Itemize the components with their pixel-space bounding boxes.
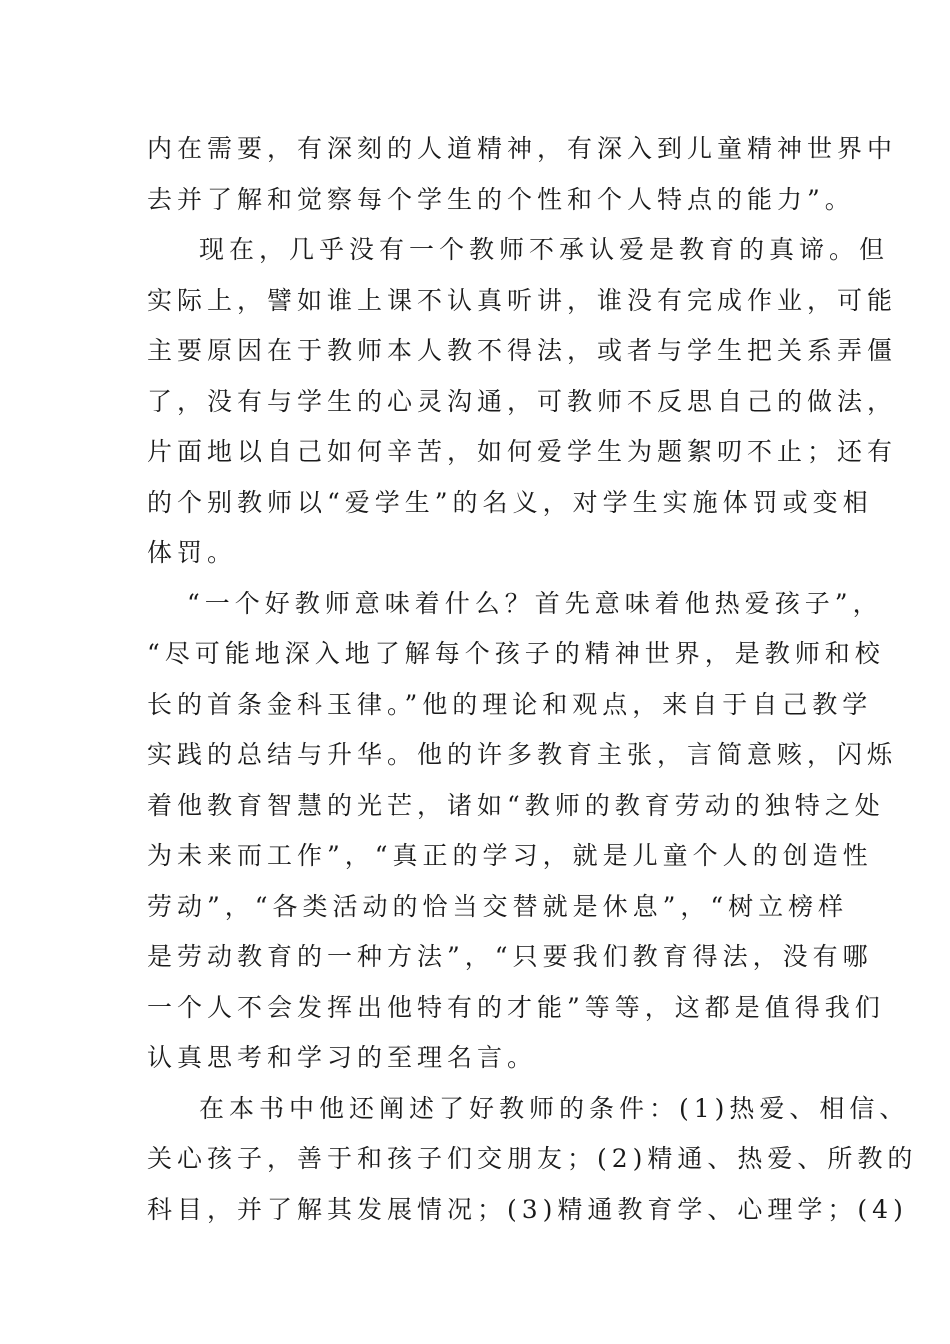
text-line: 的个别教师以“爱学生”的名义，对学生实施体罚或变相 — [147, 487, 873, 517]
text-line: “尽可能地深入地了解每个孩子的精神世界，是教师和校 — [147, 639, 885, 668]
text-line: 主要原因在于教师本人教不得法，或者与学生把关系弄僵 — [147, 336, 898, 365]
text-line: 内在需要，有深刻的人道精神，有深入到儿童精神世界中 — [147, 134, 898, 163]
paragraph-start-line: 现在，几乎没有一个教师不承认爱是教育的真谛。但 — [199, 235, 890, 264]
text-line: 是劳动教育的一种方法”，“只要我们教育得法，没有哪 — [147, 942, 873, 971]
text-line: 关心孩子，善于和孩子们交朋友；(2)精通、热爱、所教的 — [147, 1144, 918, 1173]
text-line: 着他教育智慧的光芒，诸如“教师的教育劳动的独特之处 — [147, 790, 885, 820]
paragraph-start-line: “一个好教师意味着什么？首先意味着他热爱孩子”， — [187, 588, 883, 618]
text-line: 片面地以自己如何辛苦，如何爱学生为题絮叨不止；还有 — [147, 437, 898, 466]
text-line: 实践的总结与升华。他的许多教育主张，言简意赅，闪烁 — [147, 740, 898, 769]
body-text — [147, 124, 918, 1235]
text-line: 科目，并了解其发展情况；(3)精通教育学、心理学；(4) — [147, 1194, 908, 1224]
text-line: 实际上，譬如谁上课不认真听讲，谁没有完成作业，可能 — [147, 285, 898, 315]
text-line: 去并了解和觉察每个学生的个性和个人特点的能力”。 — [147, 184, 855, 214]
text-line: 体罚。 — [147, 538, 238, 567]
text-line: 长的首条金科玉律。”他的理论和观点，来自于自己教学 — [147, 689, 873, 719]
text-line: 认真思考和学习的至理名言。 — [147, 1043, 538, 1072]
text-line: 一个人不会发挥出他特有的才能”等等，这都是值得我们 — [147, 992, 885, 1022]
text-line: 劳动”，“各类活动的恰当交替就是休息”，“树立榜样 — [147, 891, 849, 921]
text-line: 为未来而工作”，“真正的学习，就是儿童个人的创造性 — [147, 841, 873, 870]
text-line: 了，没有与学生的心灵沟通，可教师不反思自己的做法， — [147, 386, 898, 416]
paragraph-start-line: 在本书中他还阐述了好教师的条件：(1)热爱、相信、 — [199, 1093, 910, 1123]
